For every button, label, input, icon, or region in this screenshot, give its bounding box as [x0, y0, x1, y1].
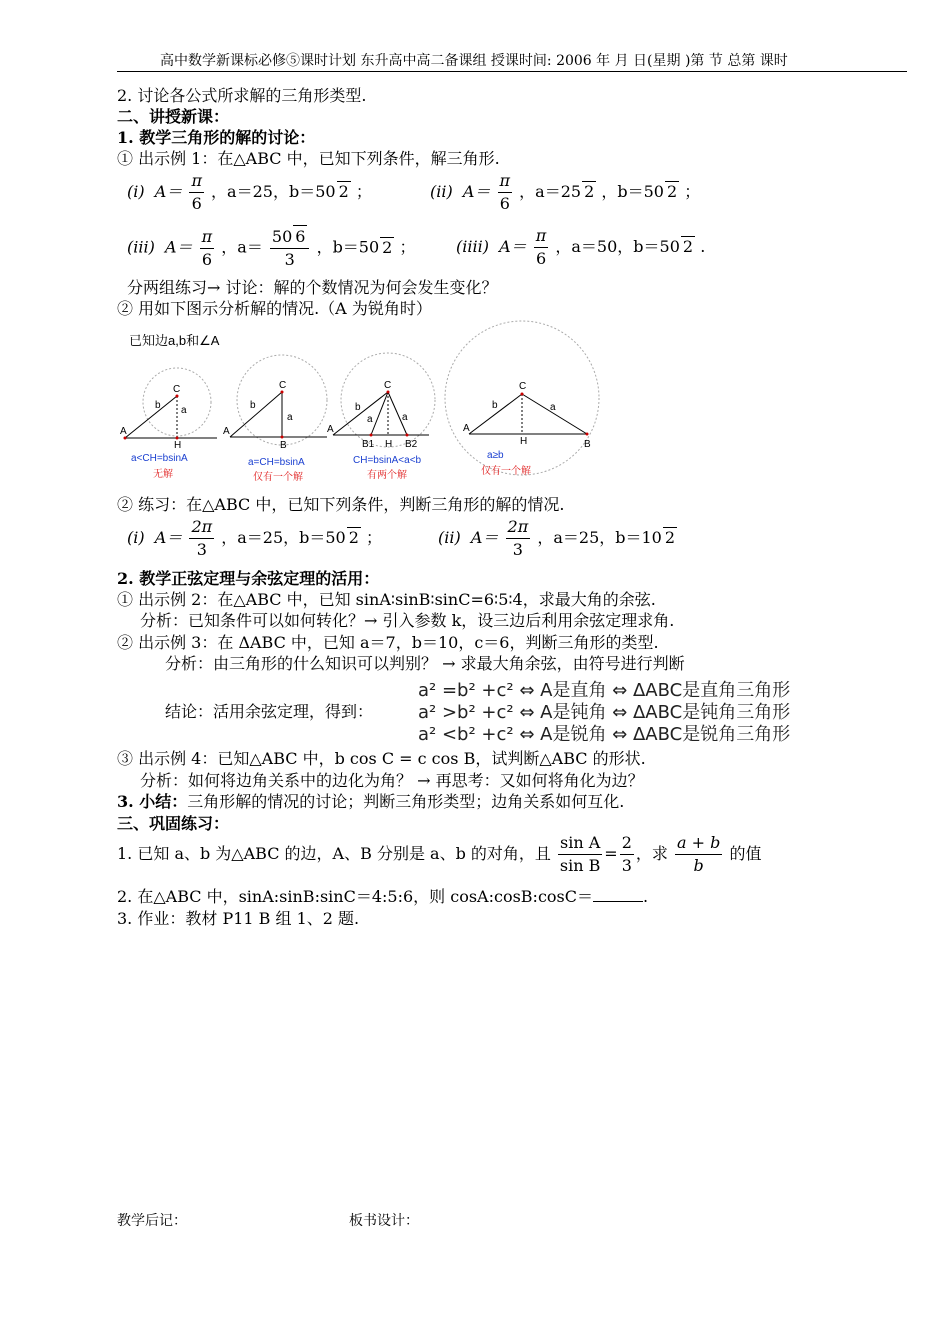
sine-ratio-fraction: [558, 832, 602, 877]
triangle-solutions-figure: [117, 320, 617, 485]
summary: [117, 789, 624, 812]
example-2: ① 出示例 2：在△ABC 中，已知 sinA∶sinB∶sinC=6∶5∶4，求最大角的余弦.: [117, 590, 656, 609]
fraction: [189, 170, 204, 215]
page-header: 高中数学新课标必修⑤课时计划 东升高中高二备课组 授课时间: 2006 年 月 日(星期 )第 节 总第 课时: [160, 53, 788, 69]
caption-result: 有两个解: [367, 470, 407, 481]
angle-label: A＝: [470, 528, 499, 547]
problem-1-mid: ，求: [635, 844, 668, 863]
fraction: [200, 226, 215, 271]
problem-1: 1. 已知 a、b 为△ABC 的边，A、B 分别是 a、b 的对角，且 $\frac{\text{sin A}}{\text{sin B}}$ = $\frac{2}{3}$ ，求 $\frac{a + b}{b}$ 的值: [117, 833, 762, 875]
answer-blank: [593, 901, 643, 902]
label-b-side: b: [155, 400, 161, 411]
side-values: ，a＝25，b＝50: [221, 528, 346, 547]
problem-3: 3. 作业：教材 P11 B 组 1、2 题.: [117, 909, 360, 928]
caption-condition: CH=bsinA<a<b: [353, 455, 422, 466]
side-values: ，a＝50，b＝50: [555, 237, 680, 256]
label-c: C: [279, 380, 287, 391]
condition-right: a² =b² +c² ⇔ A是直角 ⇔ ΔABC是直角三角形: [418, 680, 791, 701]
sqrt: 6: [295, 227, 306, 246]
example-4-analysis: 分析：如何将边角关系中的边化为角？ → 再思考：又如何将角化为边？: [140, 771, 644, 790]
denominator: b: [693, 856, 704, 875]
sqrt: 2: [338, 182, 349, 201]
label-b2: B2: [405, 439, 418, 450]
condition-acute: a² <b² +c² ⇔ A是锐角 ⇔ ΔABC是锐角三角形: [418, 724, 791, 745]
case-label: (ii): [430, 182, 453, 201]
caption-condition: a≥b: [487, 450, 504, 461]
fraction: [506, 516, 531, 561]
ex1-row1-right: [430, 170, 700, 215]
side-values: ，a＝25，b＝10: [537, 528, 662, 547]
sum-ratio-fraction: [675, 832, 722, 877]
period: .: [700, 237, 706, 256]
sqrt: 2: [382, 237, 393, 257]
example-3-analysis: 分析：由三角形的什么知识可以判别？ → 求最大角余弦，由符号进行判断: [165, 654, 685, 673]
case-label: (iii): [127, 237, 155, 257]
label-b-side: b: [355, 402, 361, 413]
denominator: 3: [512, 540, 523, 559]
side-values: ，b＝50: [316, 237, 380, 257]
ex1-row2-left: [127, 225, 415, 271]
label-a-side: a: [550, 402, 556, 413]
practice-intro: ② 练习：在△ABC 中，已知下列条件，判断三角形的解的情况.: [117, 495, 565, 514]
label-a: A: [463, 423, 470, 434]
label-h: H: [174, 440, 182, 451]
ex1-row1-left: [127, 170, 372, 215]
panel-two-solutions: [327, 353, 435, 481]
separator: ；: [366, 528, 383, 547]
summary-label: 3. 小结：: [117, 792, 188, 811]
label-a-side-2: a: [402, 412, 408, 423]
separator: ；: [684, 182, 701, 201]
denominator: 6: [535, 249, 547, 268]
label-b-side: b: [492, 400, 498, 411]
figure-intro: ② 用如下图示分析解的情况.（A 为锐角时）: [117, 299, 432, 318]
teaching-notes-label: 教学后记：: [117, 1213, 187, 1229]
label-b1: B1: [362, 439, 375, 450]
label-b: B: [584, 439, 591, 450]
sqrt: 2: [348, 528, 359, 547]
label-a-side: a: [181, 405, 187, 416]
problem-2: [117, 884, 648, 907]
ratio-value-fraction: [620, 832, 634, 877]
summary-text: 三角形解的情况的讨论；判断三角形类型；边角关系如何互化.: [187, 792, 625, 811]
label-a-side: a: [287, 412, 293, 423]
fraction: [270, 225, 310, 271]
angle-label: A＝: [154, 182, 183, 201]
sqrt: 2: [584, 182, 595, 201]
numerator: π: [534, 225, 549, 248]
problem-1-end: 的值: [729, 844, 762, 863]
ex1-row2-right: [456, 225, 705, 270]
side-label: ，a＝: [221, 237, 263, 257]
section-3-title: 三、巩固练习：: [117, 814, 230, 833]
side-values: ，b＝50: [601, 182, 664, 201]
group-discussion: 分两组练习→ 讨论：解的个数情况为何会发生变化？: [127, 278, 498, 297]
point-b2: [406, 434, 409, 437]
angle-label: A＝: [462, 182, 491, 201]
problem-2-text: 2. 在△ABC 中，sinA:sinB:sinC＝4:5:6，则 cosA:cosB:cosC＝: [117, 887, 593, 906]
label-a-side-1: a: [367, 414, 373, 425]
fraction: [534, 225, 549, 270]
caption-result: 无解: [153, 469, 173, 480]
caption-result: 仅有一个解: [253, 472, 303, 483]
condition-obtuse: a² >b² +c² ⇔ A是钝角 ⇔ ΔABC是钝角三角形: [418, 702, 791, 723]
label-a: A: [327, 424, 334, 435]
subsection-1-title: 1. 教学三角形的解的讨论：: [117, 128, 316, 147]
label-h: H: [520, 436, 528, 447]
point-b: [281, 436, 284, 439]
label-a: A: [223, 426, 230, 437]
figure-title: 已知边a,b和∠A: [129, 333, 220, 348]
side-b: [230, 392, 282, 437]
example-3: ② 出示例 3：在 ΔABC 中，已知 a＝7，b＝10，c＝6，判断三角形的类型.: [117, 633, 659, 652]
case-label: (i): [127, 528, 145, 547]
panel-no-solution: [120, 368, 217, 480]
label-b-side: b: [250, 400, 256, 411]
denominator: 6: [201, 249, 213, 269]
panel-one-solution: [223, 355, 327, 483]
numerator: a + b: [675, 832, 722, 855]
numerator: π: [498, 170, 513, 193]
example-2-analysis: 分析：已知条件可以如何转化？→ 引入参数 k，设三边后利用余弦定理求角.: [140, 611, 675, 630]
side-values: ，a＝25，b＝50: [211, 182, 336, 201]
numerator: π: [200, 226, 215, 249]
caption-condition: a=CH=bsinA: [248, 457, 305, 468]
denominator: 3: [284, 250, 295, 269]
sqrt: 2: [664, 528, 676, 547]
numerator: sin A: [558, 832, 602, 855]
label-a: A: [120, 426, 127, 437]
denominator: 6: [191, 194, 202, 213]
side-a: [522, 394, 587, 434]
label-b: B: [280, 440, 287, 451]
fraction: [189, 516, 214, 561]
problem-2-end: .: [643, 887, 649, 906]
caption-result: 仅有一个解: [481, 466, 531, 477]
numerator: π: [189, 170, 204, 193]
sqrt: 2: [666, 182, 678, 201]
angle-label: A＝: [165, 237, 193, 257]
case-label: (i): [127, 182, 145, 201]
coef: 50: [271, 227, 293, 246]
line-discuss: 2. 讨论各公式所求解的三角形类型.: [117, 86, 367, 105]
denominator: sin B: [559, 856, 601, 875]
section-2-title: 二、讲授新课：: [117, 107, 230, 126]
denominator: 3: [196, 540, 207, 559]
practice-row-right: [438, 516, 677, 561]
label-h: H: [385, 439, 393, 450]
example-1: ① 出示例 1：在△ABC 中，已知下列条件，解三角形.: [117, 149, 500, 168]
angle-label: A＝: [499, 237, 527, 256]
angle-label: A＝: [154, 528, 183, 547]
label-c: C: [519, 381, 527, 392]
denominator: 3: [621, 856, 632, 875]
separator: ；: [355, 182, 372, 201]
case-label: (iiii): [456, 237, 489, 256]
label-c: C: [384, 380, 392, 391]
conclusion-label: 结论：活用余弦定理，得到：: [165, 702, 374, 721]
numerator: 2π: [506, 516, 531, 539]
subsection-2-title: 2. 教学正弦定理与余弦定理的活用：: [117, 569, 380, 588]
separator: ；: [399, 237, 416, 257]
header-rule: [117, 71, 907, 72]
sqrt: 2: [682, 237, 694, 256]
side-b: [125, 396, 177, 438]
panel-a-ge-b: [445, 321, 599, 477]
case-label: (ii): [438, 528, 461, 547]
point-b1: [370, 434, 373, 437]
label-c: C: [173, 384, 181, 395]
practice-row-left: [127, 516, 382, 561]
numerator: [270, 225, 310, 249]
example-4: ③ 出示例 4：已知△ABC 中，b cos C = c cos B，试判断△ABC 的形状.: [117, 749, 646, 768]
point-c: [521, 393, 524, 396]
fraction: [498, 170, 513, 215]
point-b: [586, 433, 589, 436]
board-design-label: 板书设计：: [349, 1213, 419, 1229]
problem-1-text: 1. 已知 a、b 为△ABC 的边，A、B 分别是 a、b 的对角，且: [117, 844, 551, 863]
side-values: ，a＝25: [519, 182, 582, 201]
caption-condition: a<CH=bsinA: [131, 453, 188, 464]
denominator: 6: [499, 194, 510, 213]
numerator: 2π: [189, 516, 214, 539]
numerator: 2: [620, 832, 634, 855]
